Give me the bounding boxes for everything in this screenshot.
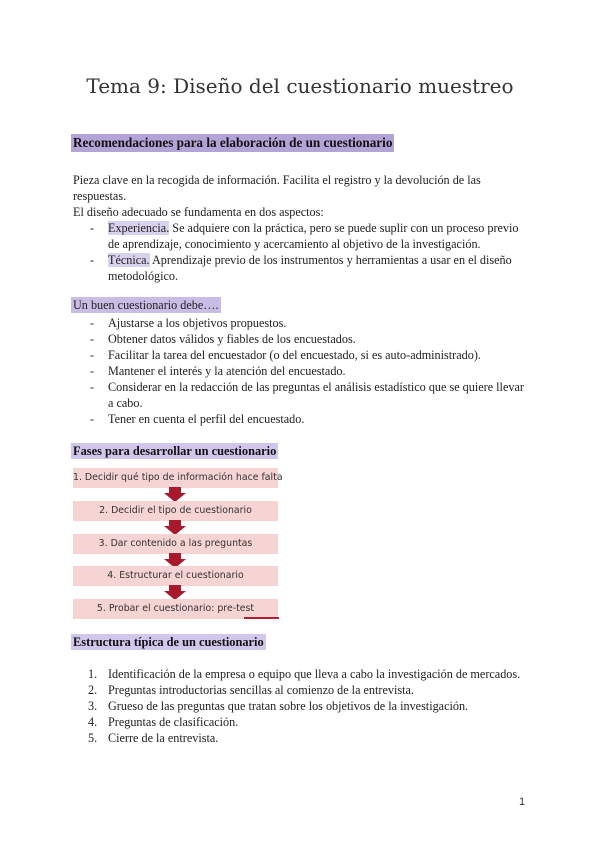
page-number: 1 bbox=[519, 796, 526, 808]
list-item bbox=[88, 714, 548, 730]
item-text: Identificación de la empresa o equipo que lleva a cabo la investigación de mercados. bbox=[108, 667, 521, 681]
item-number: 2. bbox=[88, 683, 98, 697]
list-item bbox=[88, 682, 548, 698]
aspect-text-cont: de aprendizaje, conocimiento y acercamiento al objetivo de la investigación. bbox=[108, 237, 481, 251]
term-tecnica: Técnica. bbox=[108, 253, 150, 267]
down-arrow-icon bbox=[164, 585, 186, 600]
list-item: - Mantener el interés y la atención del encuestado. bbox=[88, 363, 528, 379]
phase-step-1: 1. Decidir qué tipo de información hace falta bbox=[73, 468, 278, 488]
list-item: - Facilitar la tarea del encuestador (o del encuestado, si es auto-administrado). bbox=[88, 347, 528, 363]
list-item-continuation bbox=[88, 268, 528, 284]
item-text: Cierre de la entrevista. bbox=[108, 731, 219, 745]
intro-line-2: respuestas. bbox=[73, 189, 127, 203]
down-arrow-icon bbox=[164, 520, 186, 535]
list-item: - Obtener datos válidos y fiables de los encuestados. bbox=[88, 331, 528, 347]
down-arrow-icon bbox=[164, 487, 186, 502]
good-questionnaire-list bbox=[88, 315, 528, 427]
intro-line-1: Pieza clave en la recogida de información. Facilita el registro y la devolución de las bbox=[73, 173, 481, 187]
list-item bbox=[88, 252, 528, 268]
list-item bbox=[88, 220, 528, 236]
aspect-text-cont: metodológico. bbox=[108, 269, 179, 283]
underline-mark bbox=[244, 617, 279, 619]
term-experiencia: Experiencia. bbox=[108, 221, 170, 235]
phase-step-5: 5. Probar el cuestionario: pre-test bbox=[73, 599, 278, 619]
list-item bbox=[88, 666, 548, 682]
page-title: Tema 9: Diseño del cuestionario muestreo bbox=[86, 74, 514, 98]
list-item: - Ajustarse a los objetivos propuestos. bbox=[88, 315, 528, 331]
item-number: 5. bbox=[88, 731, 98, 745]
list-item-continuation bbox=[88, 236, 528, 252]
list-item: - Tener en cuenta el perfil del encuestado. bbox=[88, 411, 528, 427]
item-text: Grueso de las preguntas que tratan sobre los objetivos de la investigación. bbox=[108, 699, 469, 713]
aspects-list bbox=[88, 220, 528, 284]
section-heading-structure: Estructura típica de un cuestionario bbox=[73, 635, 264, 649]
item-text: Preguntas de clasificación. bbox=[108, 715, 239, 729]
item-number: 3. bbox=[88, 699, 98, 713]
list-item bbox=[88, 698, 548, 714]
item-number: 1. bbox=[88, 667, 98, 681]
phase-step-3: 3. Dar contenido a las preguntas bbox=[73, 534, 278, 554]
list-item: - Considerar en la redacción de las preguntas el análisis estadístico que se quiere llevar bbox=[88, 379, 528, 395]
phase-step-2: 2. Decidir el tipo de cuestionario bbox=[73, 501, 278, 521]
phase-step-4: 4. Estructurar el cuestionario bbox=[73, 566, 278, 586]
aspect-text: Se adquiere con la práctica, pero se puede suplir con un proceso previo bbox=[169, 221, 519, 235]
section-heading-phases: Fases para desarrollar un cuestionario bbox=[73, 444, 277, 458]
aspect-text: Aprendizaje previo de los instrumentos y herramientas a usar en el diseño bbox=[149, 253, 512, 267]
item-text: Preguntas introductorias sencillas al comienzo de la entrevista. bbox=[108, 683, 414, 697]
item-number: 4. bbox=[88, 715, 98, 729]
structure-list bbox=[88, 666, 548, 746]
intro-line-3: El diseño adecuado se fundamenta en dos aspectos: bbox=[73, 205, 324, 219]
list-item-continuation: a cabo. bbox=[108, 396, 143, 410]
section-heading-good-questionnaire: Un buen cuestionario debe…. bbox=[73, 298, 219, 312]
list-item bbox=[88, 730, 548, 746]
section-heading-recommendations: Recomendaciones para la elaboración de un cuestionario bbox=[73, 135, 393, 150]
